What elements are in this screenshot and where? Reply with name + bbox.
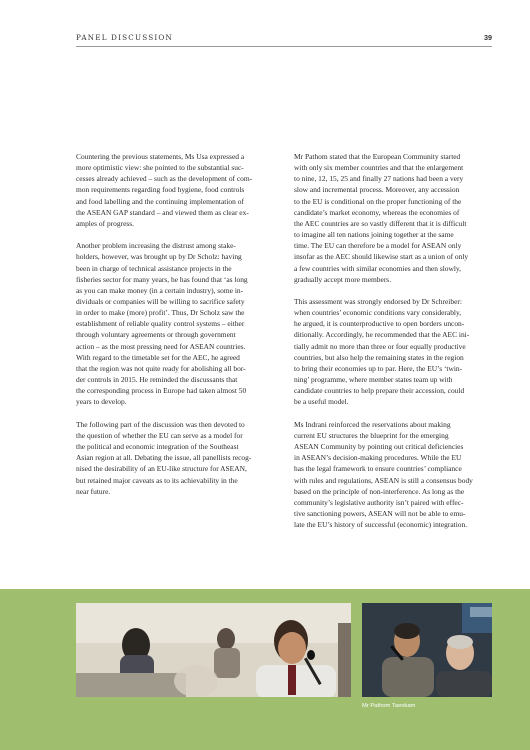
text-line: to imagine all ten nations joining together at the same xyxy=(294,230,454,240)
text-line: to bring their economies up to par. Here, the EU’s ‘twin- xyxy=(294,363,463,373)
text-line: With regard to the timetable set for the AEC, he agreed xyxy=(76,352,240,362)
text-line: to the EU is conditional on the proper functioning of the xyxy=(294,196,462,206)
text-line: has the legal framework to ensure countries’ compliance xyxy=(294,464,462,474)
text-line: time. The EU can therefore be a model for ASEAN only xyxy=(294,241,462,251)
text-line: establishment of reliable quality control systems – either xyxy=(76,319,245,329)
text-line: candidate’s market economy, whereas the economies of xyxy=(294,207,460,217)
text-line: years to develop. xyxy=(76,397,127,407)
text-line: the ASEAN GAP standard – and viewed them as clear ex- xyxy=(76,207,249,217)
text-line: This assessment was strongly endorsed by Dr Schreiber: xyxy=(294,297,462,307)
text-line: The following part of the discussion was then devoted to xyxy=(76,419,245,429)
text-line: a few countries with similar economies and then slowly, xyxy=(294,263,462,273)
text-line: that the region was not quite ready for abolishing all bor- xyxy=(76,363,246,373)
text-line: based on the principle of non-interference. As long as the xyxy=(294,486,465,496)
text-line: to nine, 12, 15, 25 and finally 27 nations had been a very xyxy=(294,174,464,184)
text-line: been in charge of technical assistance projects in the xyxy=(76,263,232,273)
text-line: action – as the most pressing need for ASEAN countries. xyxy=(76,341,246,351)
text-line: mon requirements regarding food hygiene, food controls xyxy=(76,185,245,195)
text-line: ning’ programme, where member states team up with xyxy=(294,375,453,385)
text-line: amples of progress. xyxy=(76,218,135,228)
text-line: nised the desirability of an EU-like structure for ASEAN, xyxy=(76,464,247,474)
text-line: in ASEAN’s decision-making procedures. While the EU xyxy=(294,453,462,463)
page-number: 39 xyxy=(484,33,492,42)
paragraph xyxy=(294,419,491,531)
text-line: Another problem increasing the distrust among stake- xyxy=(76,241,236,251)
text-line: through voluntary agreements or through government xyxy=(76,330,236,340)
header-rule xyxy=(76,46,492,47)
text-line: slow and incremental process. Moreover, any accession xyxy=(294,185,460,195)
text-line: the political and economic integration of the Southeast xyxy=(76,442,239,452)
right-column xyxy=(294,151,491,541)
text-line: he argued, it is counterproductive to open borders uncon- xyxy=(294,319,465,329)
text-line: Countering the previous statements, Ms Usa expressed a xyxy=(76,152,245,161)
text-line: cesses already achieved – such as the development of com- xyxy=(76,174,253,184)
text-line: candidate countries to help prepare their accession, could xyxy=(294,386,465,396)
text-line: current EU structures the blueprint for the emerging xyxy=(294,430,449,440)
text-line: Mr Pathom stated that the European Community started xyxy=(294,152,461,161)
text-line: and food labelling and the continuing implementation of xyxy=(76,196,244,206)
text-line: countries, but also help the remaining states in the region xyxy=(294,352,464,362)
text-line: ditionally. Accordingly, he recommended that the AEC ini- xyxy=(294,330,470,340)
text-line: near future. xyxy=(76,486,111,496)
text-line: as you can make money (in a certain industry), some in- xyxy=(76,285,244,295)
portrait-photo xyxy=(362,603,492,697)
section-title: PANEL DISCUSSION xyxy=(76,33,173,42)
text-line: with only six member countries and that the enlargement xyxy=(294,163,464,173)
panel-photo xyxy=(76,603,351,697)
text-line: with rules and regulations, ASEAN is still a consensus body xyxy=(294,475,473,485)
text-line: in order to make (more) profit’. Thus, Dr Scholz saw the xyxy=(76,308,245,318)
text-line: holders, however, was brought up by Dr Scholz: having xyxy=(76,252,242,262)
left-column xyxy=(76,151,273,508)
text-line: Asian region at all. Debating the issue, all panellists recog- xyxy=(76,453,252,463)
text-line: tially admit no more than three or four equally productive xyxy=(294,341,466,351)
text-line: Ms Indrani reinforced the reservations about making xyxy=(294,419,451,429)
text-line: dividuals or companies will be willing to sacrifice safety xyxy=(76,297,245,307)
text-line: community’s legislative authority isn’t paired with effec- xyxy=(294,497,464,507)
text-line: ASEAN Community by pointing out critical deficiencies xyxy=(294,442,464,452)
panel-photo-image xyxy=(76,603,351,697)
paragraph xyxy=(294,296,491,408)
text-line: fisheries sector for many years, he has found that ‘as long xyxy=(76,274,248,284)
photo-caption: Mr Pathom Taenkam xyxy=(362,703,416,709)
paragraph xyxy=(76,240,273,407)
text-line: more optimistic view: she pointed to the substantial suc- xyxy=(76,163,244,173)
text-line: insofar as the AEC should likewise start as a union of only xyxy=(294,252,469,262)
text-line: der controls in 2015. He reminded the discussants that xyxy=(76,375,238,385)
text-line: late the EU’s history of successful (economic) integration. xyxy=(294,520,468,530)
running-header xyxy=(76,33,492,47)
text-line: the AEC countries are so vastly different that it is difficult xyxy=(294,218,467,228)
text-line: the question of whether the EU can serve as a model for xyxy=(76,430,243,440)
text-line: tive sanctioning powers, ASEAN will not be able to emu- xyxy=(294,508,466,518)
paragraph xyxy=(76,151,273,229)
text-line: the corresponding process in Europe had taken almost 50 xyxy=(76,386,247,396)
text-line: be a useful model. xyxy=(294,397,349,407)
paragraph xyxy=(294,151,491,285)
text-line: but retained major caveats as to its achievability in the xyxy=(76,475,238,485)
text-line: gradually accept more members. xyxy=(294,274,392,284)
paragraph xyxy=(76,419,273,497)
portrait-photo-image xyxy=(362,603,492,697)
text-line: when countries’ economic conditions vary considerably, xyxy=(294,308,462,318)
